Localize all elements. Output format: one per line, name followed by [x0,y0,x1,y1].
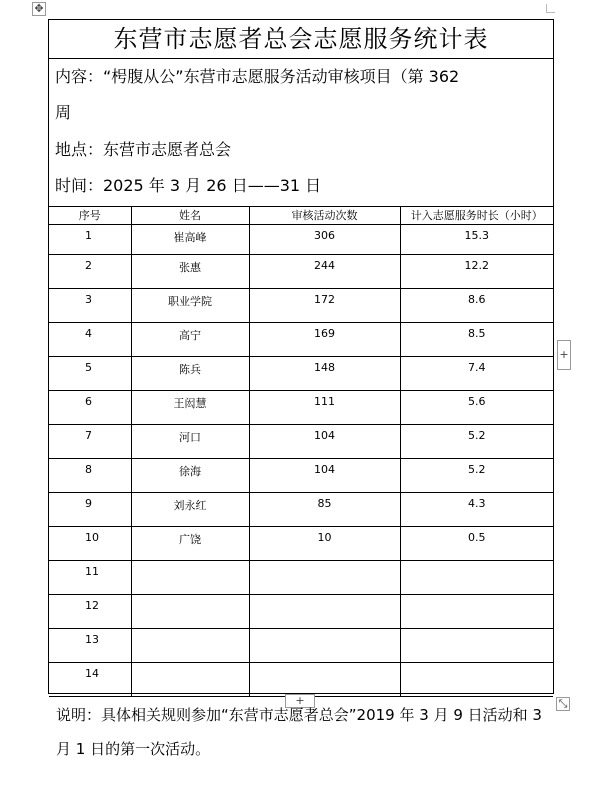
row-hours-cell: 5.2 [400,459,553,493]
row-seq-cell: 11 [49,561,131,595]
table-row [49,527,553,561]
row-name-cell: 陈兵 [131,357,249,391]
row-seq-cell: 1 [49,225,131,255]
table-row [49,629,553,663]
header-hours: 计入志愿服务时长（小时） [400,207,553,225]
header-name: 姓名 [131,207,249,225]
table-row [49,255,553,289]
footnote: 说明：具体相关规则参加“东营市志愿者总会”2019 年 3 月 9 日活动和 3 月 1 日的第一次活动。 [56,706,542,758]
row-seq-cell: 10 [49,527,131,561]
row-hours-cell: 7.4 [400,357,553,391]
row-count-cell: 172 [249,289,400,323]
table-row [49,663,553,697]
row-count-cell: 169 [249,323,400,357]
row-count-cell: 10 [249,527,400,561]
row-count-cell [249,629,400,663]
table-row [49,289,553,323]
table-row [49,561,553,595]
row-count-cell: 111 [249,391,400,425]
table-row [49,357,553,391]
row-count-cell [249,663,400,697]
row-name-cell: 高宁 [131,323,249,357]
row-seq-cell: 6 [49,391,131,425]
table-row [49,323,553,357]
row-name-cell: 河口 [131,425,249,459]
row-seq-cell: 13 [49,629,131,663]
row-count-cell: 104 [249,459,400,493]
table-row [49,225,553,255]
row-seq-cell: 8 [49,459,131,493]
row-count-cell: 85 [249,493,400,527]
row-name-cell [131,629,249,663]
row-seq-cell: 4 [49,323,131,357]
row-seq-cell: 9 [49,493,131,527]
row-hours-cell: 5.6 [400,391,553,425]
row-seq-cell: 7 [49,425,131,459]
row-name-cell: 职业学院 [131,289,249,323]
volunteer-stats-table [49,206,553,697]
row-seq-cell: 5 [49,357,131,391]
row-seq-cell: 3 [49,289,131,323]
row-hours-cell [400,663,553,697]
page-corner-mark [546,4,555,13]
row-name-cell: 张惠 [131,255,249,289]
row-count-cell: 244 [249,255,400,289]
form-title: 东营市志愿者总会志愿服务统计表 [49,20,553,59]
content-field [55,59,545,131]
row-hours-cell: 8.6 [400,289,553,323]
row-hours-cell: 5.2 [400,425,553,459]
row-name-cell: 崔高峰 [131,225,249,255]
row-hours-cell [400,595,553,629]
table-row [49,459,553,493]
place-field: 地点：东营市志愿者总会 [55,140,232,159]
row-name-cell [131,595,249,629]
row-seq-cell: 2 [49,255,131,289]
add-row-icon[interactable]: + [285,694,315,708]
table-move-handle-icon[interactable]: ✥ [32,2,46,16]
row-hours-cell: 15.3 [400,225,553,255]
row-hours-cell: 8.5 [400,323,553,357]
row-seq-cell: 14 [49,663,131,697]
row-name-cell: 广饶 [131,527,249,561]
row-name-cell: 刘永红 [131,493,249,527]
row-count-cell: 306 [249,225,400,255]
row-count-cell: 104 [249,425,400,459]
row-name-cell: 王闳慧 [131,391,249,425]
content-line-2: 周 [55,103,72,122]
row-hours-cell [400,561,553,595]
header-count: 审核活动次数 [249,207,400,225]
time-field: 时间：2025 年 3 月 26 日——31 日 [55,176,322,195]
table-row [49,425,553,459]
row-seq-cell: 12 [49,595,131,629]
table-row [49,493,553,527]
row-count-cell: 148 [249,357,400,391]
row-name-cell: 徐海 [131,459,249,493]
add-column-icon[interactable]: + [557,340,571,370]
statistics-form [48,19,554,694]
table-header-row [49,207,553,225]
row-count-cell [249,595,400,629]
row-hours-cell [400,629,553,663]
row-count-cell [249,561,400,595]
content-line-1: 内容：“枵腹从公”东营市志愿服务活动审核项目（第 362 [55,67,460,86]
row-hours-cell: 0.5 [400,527,553,561]
table-resize-icon[interactable]: ⤡ [556,697,570,711]
header-seq: 序号 [49,207,131,225]
row-name-cell [131,663,249,697]
row-hours-cell: 4.3 [400,493,553,527]
table-row [49,595,553,629]
table-row [49,391,553,425]
row-name-cell [131,561,249,595]
row-hours-cell: 12.2 [400,255,553,289]
